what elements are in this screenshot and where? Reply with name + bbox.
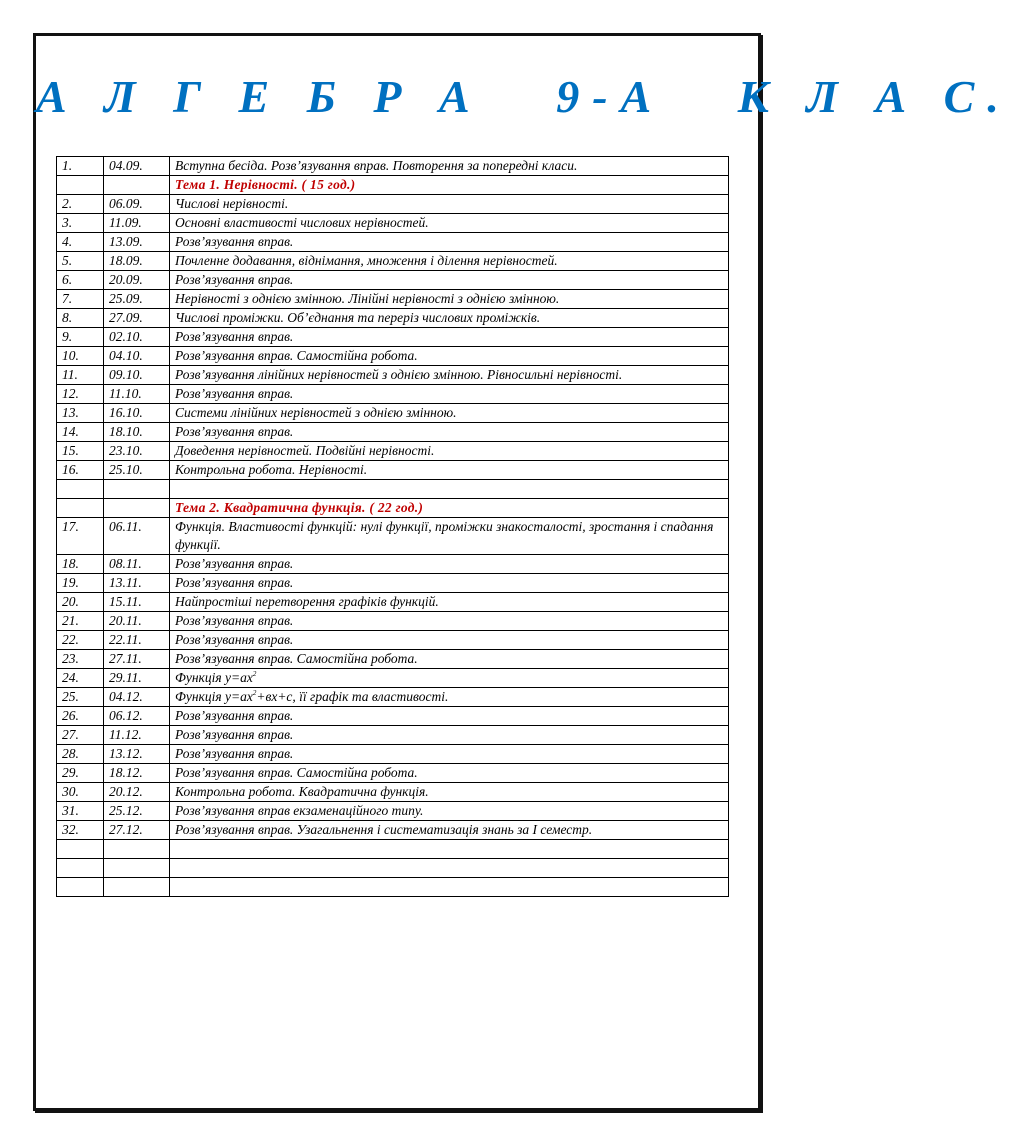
lesson-date: 04.10.	[104, 347, 170, 366]
table-row	[57, 290, 729, 309]
lesson-topic: Доведення нерівностей. Подвійні нерівності.	[170, 442, 729, 461]
lesson-number: 12.	[57, 385, 104, 404]
lesson-date: 06.12.	[104, 707, 170, 726]
lesson-date	[104, 499, 170, 518]
table-row	[57, 802, 729, 821]
table-row	[57, 214, 729, 233]
lesson-number: 10.	[57, 347, 104, 366]
lesson-date	[104, 859, 170, 878]
lesson-date: 18.12.	[104, 764, 170, 783]
table-row	[57, 859, 729, 878]
table-row	[57, 195, 729, 214]
lesson-topic: Розв’язування вправ.	[170, 707, 729, 726]
lesson-topic: Розв’язування вправ.	[170, 631, 729, 650]
lesson-topic: Розв’язування вправ.	[170, 612, 729, 631]
table-row	[57, 612, 729, 631]
lesson-topic	[170, 859, 729, 878]
lesson-number	[57, 878, 104, 897]
lesson-number	[57, 859, 104, 878]
table-row	[57, 688, 729, 707]
table-row	[57, 840, 729, 859]
table-row	[57, 631, 729, 650]
lesson-date: 16.10.	[104, 404, 170, 423]
lesson-date: 11.09.	[104, 214, 170, 233]
table-row	[57, 423, 729, 442]
table-row	[57, 366, 729, 385]
lesson-number: 1.	[57, 157, 104, 176]
lesson-number: 9.	[57, 328, 104, 347]
lesson-date: 22.11.	[104, 631, 170, 650]
table-row	[57, 157, 729, 176]
lesson-topic: Числові нерівності.	[170, 195, 729, 214]
table-row	[57, 707, 729, 726]
table-row	[57, 461, 729, 480]
lesson-date: 20.11.	[104, 612, 170, 631]
page-title: А Л Г Е Б Р А 9-А К Л А С.	[36, 71, 1012, 122]
lesson-plan-body	[57, 157, 729, 897]
lesson-number: 14.	[57, 423, 104, 442]
lesson-number: 31.	[57, 802, 104, 821]
lesson-date: 27.09.	[104, 309, 170, 328]
formula-exponent: 2	[252, 670, 257, 678]
lesson-topic: Нерівності з однією змінною. Лінійні нерівності з однією змінною.	[170, 290, 729, 309]
lesson-number	[57, 499, 104, 518]
lesson-number: 4.	[57, 233, 104, 252]
lesson-number: 32.	[57, 821, 104, 840]
lesson-number: 28.	[57, 745, 104, 764]
lesson-topic: Розв’язування вправ. Самостійна робота.	[170, 347, 729, 366]
lesson-number: 11.	[57, 366, 104, 385]
lesson-topic: Розв’язування лінійних нерівностей з однією змінною. Рівносильні нерівності.	[170, 366, 729, 385]
lesson-number: 16.	[57, 461, 104, 480]
lesson-date: 13.11.	[104, 574, 170, 593]
lesson-number: 20.	[57, 593, 104, 612]
table-row	[57, 233, 729, 252]
lesson-topic: Розв’язування вправ.	[170, 726, 729, 745]
lesson-topic: Розв’язування вправ. Самостійна робота.	[170, 650, 729, 669]
lesson-topic: Розв’язування вправ.	[170, 555, 729, 574]
table-row	[57, 480, 729, 499]
formula-exponent: 2	[252, 689, 257, 697]
lesson-topic	[170, 840, 729, 859]
lesson-date: 04.12.	[104, 688, 170, 707]
lesson-topic: Функція. Властивості функцій: нулі функції, проміжки знакосталості, зростання і спадання функції.	[170, 518, 729, 555]
table-row	[57, 252, 729, 271]
formula-text: Функція y=ax	[175, 670, 253, 685]
lesson-date: 20.09.	[104, 271, 170, 290]
lesson-date	[104, 840, 170, 859]
lesson-date: 02.10.	[104, 328, 170, 347]
table-row	[57, 821, 729, 840]
lesson-number: 6.	[57, 271, 104, 290]
lesson-topic: Розв’язування вправ екзаменаційного типу.	[170, 802, 729, 821]
table-row	[57, 347, 729, 366]
lesson-topic: Вступна бесіда. Розв’язування вправ. Повторення за попередні класи.	[170, 157, 729, 176]
lesson-date: 25.10.	[104, 461, 170, 480]
table-row	[57, 328, 729, 347]
lesson-date: 18.09.	[104, 252, 170, 271]
formula-rest: +вх+с, її графік та властивості.	[256, 689, 449, 704]
lesson-date: 27.11.	[104, 650, 170, 669]
lesson-plan-table	[56, 156, 729, 897]
lesson-topic: Розв’язування вправ. Узагальнення і систематизація знань за І семестр.	[170, 821, 729, 840]
lesson-date: 20.12.	[104, 783, 170, 802]
lesson-number: 5.	[57, 252, 104, 271]
table-row	[57, 726, 729, 745]
table-row	[57, 745, 729, 764]
lesson-topic: Найпростіші перетворення графіків функцій.	[170, 593, 729, 612]
lesson-number: 13.	[57, 404, 104, 423]
table-row	[57, 385, 729, 404]
lesson-date: 25.09.	[104, 290, 170, 309]
lesson-topic: Основні властивості числових нерівностей.	[170, 214, 729, 233]
lesson-number: 7.	[57, 290, 104, 309]
lesson-number: 29.	[57, 764, 104, 783]
topic-heading: Тема 1. Нерівності. ( 15 год.)	[170, 176, 729, 195]
lesson-topic: Розв’язування вправ.	[170, 385, 729, 404]
lesson-date: 09.10.	[104, 366, 170, 385]
lesson-number: 19.	[57, 574, 104, 593]
lesson-date: 06.11.	[104, 518, 170, 555]
table-row	[57, 309, 729, 328]
lesson-number: 22.	[57, 631, 104, 650]
lesson-topic: Контрольна робота. Нерівності.	[170, 461, 729, 480]
table-row	[57, 518, 729, 555]
lesson-topic	[170, 669, 729, 688]
table-row	[57, 764, 729, 783]
lesson-topic	[170, 688, 729, 707]
topic-row	[57, 176, 729, 195]
lesson-number: 26.	[57, 707, 104, 726]
lesson-topic: Розв’язування вправ. Самостійна робота.	[170, 764, 729, 783]
table-row	[57, 593, 729, 612]
topic-row	[57, 499, 729, 518]
lesson-number: 8.	[57, 309, 104, 328]
lesson-number: 3.	[57, 214, 104, 233]
table-row	[57, 404, 729, 423]
lesson-number: 18.	[57, 555, 104, 574]
lesson-topic: Розв’язування вправ.	[170, 233, 729, 252]
table-row	[57, 574, 729, 593]
lesson-date: 11.10.	[104, 385, 170, 404]
table-row	[57, 783, 729, 802]
formula-text: Функція y=ax	[175, 689, 253, 704]
lesson-date	[104, 480, 170, 499]
table-row	[57, 878, 729, 897]
lesson-number: 23.	[57, 650, 104, 669]
lesson-topic: Розв’язування вправ.	[170, 271, 729, 290]
lesson-date: 13.09.	[104, 233, 170, 252]
lesson-date: 29.11.	[104, 669, 170, 688]
lesson-number: 30.	[57, 783, 104, 802]
lesson-topic: Розв’язування вправ.	[170, 574, 729, 593]
lesson-number: 15.	[57, 442, 104, 461]
lesson-number: 25.	[57, 688, 104, 707]
lesson-date: 08.11.	[104, 555, 170, 574]
lesson-topic: Контрольна робота. Квадратична функція.	[170, 783, 729, 802]
table-row	[57, 669, 729, 688]
lesson-number: 27.	[57, 726, 104, 745]
lesson-topic: Числові проміжки. Об’єднання та переріз числових проміжків.	[170, 309, 729, 328]
lesson-topic: Розв’язування вправ.	[170, 745, 729, 764]
lesson-number: 24.	[57, 669, 104, 688]
lesson-date: 13.12.	[104, 745, 170, 764]
table-row	[57, 555, 729, 574]
table-row	[57, 650, 729, 669]
lesson-topic: Системи лінійних нерівностей з однією змінною.	[170, 404, 729, 423]
table-row	[57, 271, 729, 290]
lesson-topic: Почленне додавання, віднімання, множення і ділення нерівностей.	[170, 252, 729, 271]
lesson-number: 2.	[57, 195, 104, 214]
lesson-date: 27.12.	[104, 821, 170, 840]
lesson-number: 17.	[57, 518, 104, 555]
lesson-number	[57, 480, 104, 499]
lesson-date: 04.09.	[104, 157, 170, 176]
lesson-date: 18.10.	[104, 423, 170, 442]
lesson-date: 25.12.	[104, 802, 170, 821]
lesson-number	[57, 840, 104, 859]
topic-heading: Тема 2. Квадратична функція. ( 22 год.)	[170, 499, 729, 518]
lesson-date	[104, 878, 170, 897]
lesson-number: 21.	[57, 612, 104, 631]
lesson-topic: Розв’язування вправ.	[170, 328, 729, 347]
lesson-date: 15.11.	[104, 593, 170, 612]
lesson-topic: Розв’язування вправ.	[170, 423, 729, 442]
table-row	[57, 442, 729, 461]
lesson-date: 11.12.	[104, 726, 170, 745]
lesson-date: 23.10.	[104, 442, 170, 461]
lesson-date	[104, 176, 170, 195]
lesson-topic	[170, 480, 729, 499]
lesson-topic	[170, 878, 729, 897]
lesson-date: 06.09.	[104, 195, 170, 214]
lesson-number	[57, 176, 104, 195]
